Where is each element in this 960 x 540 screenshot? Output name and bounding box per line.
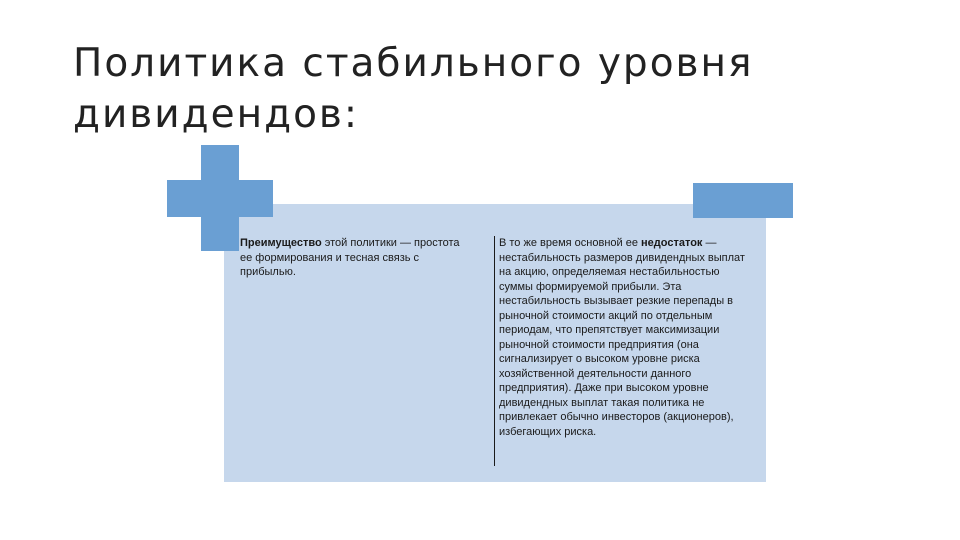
advantage-keyword: Преимущество (240, 237, 322, 249)
advantage-description: этой политики — простота ее формирования и тесная связь с прибылью. (240, 237, 460, 278)
disadvantage-description: — нестабильность размеров дивидендных выплат на акцию, определяемая нестабильностью суммы формируемой прибыли. Эта нестабильность вызывает резкие перепады в рыночной стоимости акций по отдельным периодам, что препятствует максимизации рыночной стоимости предприятия (она сигнализирует о высоком уровне риска хозяйственной деятельности данного предприятия). Даже при высоком уровне дивидендных выплат такая политика не привлекает обычно инвесторов (акционеров), избегающих риска. (499, 237, 745, 438)
disadvantage-text (499, 236, 755, 439)
disadvantage-prefix: В то же время основной ее (499, 237, 642, 249)
column-divider (494, 236, 495, 466)
minus-icon (693, 183, 793, 218)
disadvantage-keyword: недостаток (641, 237, 703, 249)
plus-icon-horizontal-bar (167, 180, 273, 217)
advantage-text (240, 236, 472, 280)
slide-title: Политика стабильного уровня дивидендов: (73, 41, 754, 137)
